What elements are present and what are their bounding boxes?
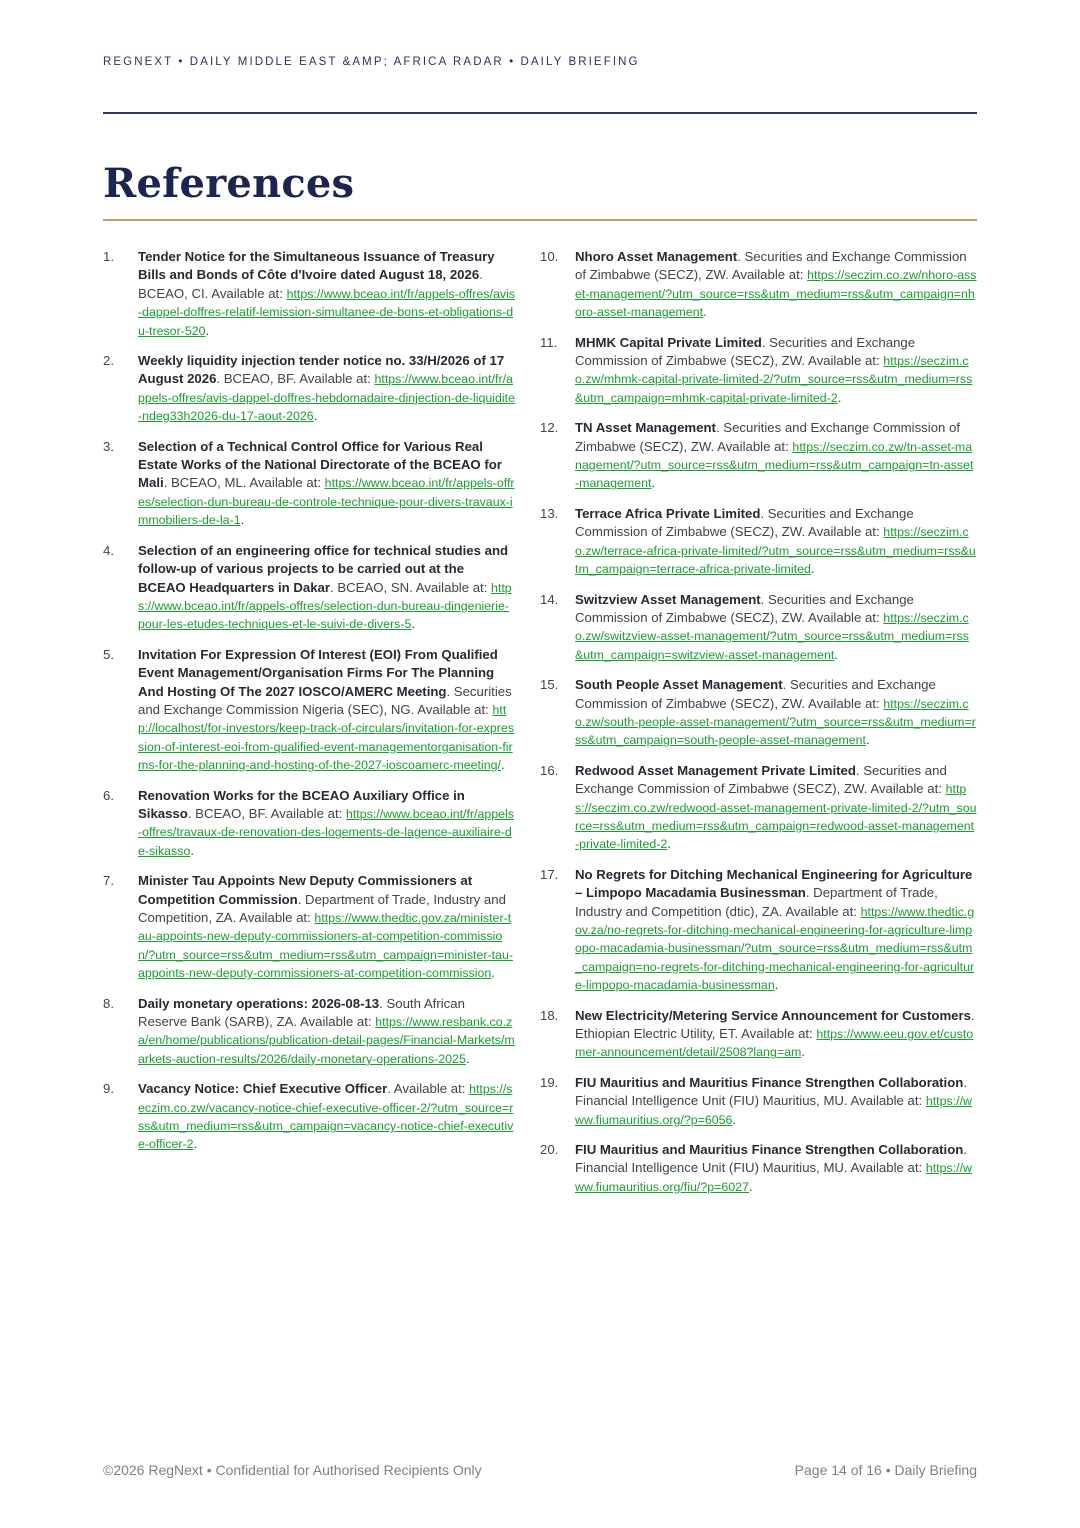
- reference-source: . Ethiopian Electric Utility, ET. Available at:: [575, 1007, 975, 1042]
- reference-number: 11.: [540, 334, 558, 350]
- header-divider: [103, 112, 977, 114]
- footer-page-number: Page 14 of 16 • Daily Briefing: [794, 1462, 977, 1478]
- reference-title: FIU Mauritius and Mauritius Finance Strengthen Collaboration: [575, 1074, 964, 1090]
- reference-title: South People Asset Management: [575, 677, 783, 693]
- reference-number: 2.: [103, 353, 114, 369]
- reference-item: 19. FIU Mauritius and Mauritius Finance Strengthen Collaboration. Financial Intelligence Unit (FIU) Mauritius, MU. Available at: https://www.fiumauritius.org/?p=6056.: [540, 1074, 972, 1127]
- reference-number: 9.: [103, 1081, 114, 1097]
- reference-title: No Regrets for Ditching Mechanical Engineering for Agriculture – Limpopo Macadamia Businessman: [575, 866, 973, 901]
- reference-item: 20. FIU Mauritius and Mauritius Finance Strengthen Collaboration. Financial Intelligence Unit (FIU) Mauritius, MU. Available at: https://www.fiumauritius.org/fiu/?p=6027.: [540, 1142, 972, 1194]
- reference-link[interactable]: https://www.bceao.int/fr/appels-offres/avis-dappel-doffres-hebdomadaire-dinjection-de-liquidite-ndeg33h2026-du-17-aout-2026: [138, 372, 515, 424]
- reference-link[interactable]: https://seczim.co.zw/redwood-asset-management-private-limited-2/?utm_source=rss&utm_medium=rss&utm_campaign=redwood-asset-management-private-limited-2: [575, 782, 977, 852]
- reference-number: 1.: [103, 249, 114, 264]
- reference-source: . Securities and Exchange Commission Nigeria (SEC), NG. Available at:: [138, 683, 512, 717]
- reference-number: 6.: [103, 787, 114, 803]
- reference-item: 10. Nhoro Asset Management. Securities and Exchange Commission of Zimbabwe (SECZ), ZW. Available at: https://seczim.co.zw/nhoro-asset-management/?utm_source=rss&utm_medium=rss&utm_campaign=nhoro-asset-management.: [540, 249, 977, 320]
- reference-item: 4. Selection of an engineering office for technical studies and follow-up of various projects to be carried out at the BCEAO Headquarters in Dakar. BCEAO, SN. Available at: https://www.bceao.int/fr/appels-offres/selection-dun-bureau-dingenierie-pour-les-etudes-techniques-et-le-suivi-de-divers-5.: [103, 542, 512, 632]
- reference-source: . Department of Trade, Industry and Competition, ZA. Available at:: [138, 891, 506, 925]
- reference-number: 4.: [103, 542, 114, 558]
- reference-item: 7. Minister Tau Appoints New Deputy Commissioners at Competition Commission. Department of Trade, Industry and Competition, ZA. Available at: https://www.thedtic.gov.za/minister-tau-appoints-new-deputy-commissioners-at-competition-commission/?utm_source=rss&utm_medium=rss&utm_campaign=minister-tau-appoints-new-deputy-commissioners-at-competition-commission.: [103, 873, 513, 981]
- title-divider: [103, 219, 977, 221]
- reference-title: Weekly liquidity injection tender notice no. 33/H/2026 of 17 August 2026: [138, 353, 505, 387]
- reference-link[interactable]: https://www.bceao.int/fr/appels-offres/selection-dun-bureau-dingenierie-pour-les-etudes-techniques-et-le-suivi-de-divers-5: [138, 580, 512, 632]
- reference-link[interactable]: https://seczim.co.zw/mhmk-capital-private-limited-2/?utm_source=rss&utm_medium=rss&utm_campaign=mhmk-capital-private-limited-2: [575, 354, 973, 405]
- reference-source: . BCEAO, ML. Available at:: [163, 475, 325, 491]
- reference-title: Switzview Asset Management: [575, 591, 761, 607]
- reference-source: . Available at:: [387, 1081, 470, 1097]
- reference-number: 20.: [540, 1142, 559, 1158]
- reference-link[interactable]: https://www.thedtic.gov.za/no-regrets-for-ditching-mechanical-engineering-for-agriculture-limpopo-macadamia-businessman/?utm_source=rss&utm_medium=rss&utm_campaign=no-regrets-for-ditching-mechanical-engineering-for-agriculture-limpopo-macadamia-businessman: [575, 904, 975, 993]
- reference-link[interactable]: https://www.bceao.int/fr/appels-offres/avis-dappel-doffres-relatif-lemission-simultanee-de-bons-et-obligations-du-tresor-520: [138, 286, 515, 338]
- reference-link[interactable]: https://www.bceao.int/fr/appels-offres/travaux-de-renovation-des-logements-de-lagence-auxiliaire-de-sikasso: [138, 806, 515, 858]
- reference-item: 17. No Regrets for Ditching Mechanical Engineering for Agriculture – Limpopo Macadamia Businessman. Department of Trade, Industry and Competition (dtic), ZA. Available at: https://www.thedtic.gov.za/no-regrets-for-ditching-mechanical-engineering-for-agriculture-limpopo-macadamia-businessman/?utm_source=rss&utm_medium=rss&utm_campaign=no-regrets-for-ditching-mechanical-engineering-for-agriculture-limpopo-macadamia-businessman.: [540, 866, 975, 993]
- reference-title: FIU Mauritius and Mauritius Finance Strengthen Collaboration: [575, 1142, 964, 1158]
- reference-link[interactable]: https://seczim.co.zw/tn-asset-management/?utm_source=rss&utm_medium=rss&utm_campaign=tn-asset-management: [575, 439, 974, 491]
- reference-title: Nhoro Asset Management: [575, 249, 738, 264]
- reference-item: 3. Selection of a Technical Control Office for Various Real Estate Works of the National Directorate of the BCEAO for Mali. BCEAO, ML. Available at: https://www.bceao.int/fr/appels-offres/selection-dun-bureau-de-controle-technique-pour-divers-travaux-immobiliers-de-la-1.: [103, 438, 515, 528]
- reference-source: . Securities and Exchange Commission of Zimbabwe (SECZ), ZW. Available at:: [575, 334, 916, 369]
- reference-title: TN Asset Management: [575, 420, 716, 436]
- reference-link[interactable]: https://seczim.co.zw/nhoro-asset-management/?utm_source=rss&utm_medium=rss&utm_campaign=nhoro-asset-management: [575, 268, 977, 320]
- reference-title: Redwood Asset Management Private Limited: [575, 762, 856, 778]
- reference-item: 2. Weekly liquidity injection tender notice no. 33/H/2026 of 17 August 2026. BCEAO, BF. Available at: https://www.bceao.int/fr/appels-offres/avis-dappel-doffres-hebdomadaire-dinjection-de-liquidite-ndeg33h2026-du-17-aout-2026.: [103, 353, 515, 424]
- reference-link[interactable]: http://localhost/for-investors/keep-track-of-circulars/invitation-for-expression-of-interest-eoi-from-qualified-event-managementorganisation-firms-for-the-planning-and-hosting-of-the-2027-ioscoamerc-meeting/: [138, 702, 514, 773]
- references-column-right: [540, 248, 977, 1208]
- reference-title: Tender Notice for the Simultaneous Issuance of Treasury Bills and Bonds of Côte d'Ivoire dated August 18, 2026: [138, 249, 495, 283]
- reference-link[interactable]: https://www.resbank.co.za/en/home/publications/publication-detail-pages/Financial-Markets/markets-auction-results/2026/daily-monetary-operations-2025: [138, 1015, 515, 1066]
- reference-link[interactable]: https://seczim.co.zw/south-people-asset-management/?utm_source=rss&utm_medium=rss&utm_campaign=south-people-asset-management: [575, 696, 976, 748]
- reference-title: New Electricity/Metering Service Announcement for Customers: [575, 1007, 971, 1023]
- reference-title: Renovation Works for the BCEAO Auxiliary Office in Sikasso: [138, 787, 465, 821]
- reference-link[interactable]: https://seczim.co.zw/switzview-asset-management/?utm_source=rss&utm_medium=rss&utm_campaign=switzview-asset-management: [575, 610, 969, 662]
- reference-number: 17.: [540, 866, 559, 882]
- reference-link[interactable]: https://seczim.co.zw/terrace-africa-private-limited/?utm_source=rss&utm_medium=rss&utm_campaign=terrace-africa-private-limited: [575, 525, 976, 577]
- reference-number: 5.: [103, 646, 114, 662]
- reference-link[interactable]: https://seczim.co.zw/vacancy-notice-chief-executive-officer-2/?utm_source=rss&utm_medium=rss&utm_campaign=vacancy-notice-chief-executive-officer-2: [138, 1082, 514, 1152]
- reference-source: . Financial Intelligence Unit (FIU) Mauritius, MU. Available at:: [575, 1142, 967, 1176]
- reference-number: 3.: [103, 438, 114, 454]
- reference-source: . BCEAO, SN. Available at:: [330, 579, 492, 595]
- reference-number: 19.: [540, 1074, 559, 1090]
- reference-item: 5. Invitation For Expression Of Interest (EOI) From Qualified Event Management/Organisation Firms For The Planning And Hosting Of The 2027 IOSCO/AMERC Meeting. Securities and Exchange Commission Nigeria (SEC), NG. Available at: http://localhost/for-investors/keep-track-of-circulars/invitation-for-expression-of-interest-eoi-from-qualified-event-managementorganisation-firms-for-the-planning-and-hosting-of-the-2027-ioscoamerc-meeting/.: [103, 646, 514, 773]
- reference-item: 6. Renovation Works for the BCEAO Auxiliary Office in Sikasso. BCEAO, BF. Available at: https://www.bceao.int/fr/appels-offres/travaux-de-renovation-des-logements-de-lagence-auxiliaire-de-sikasso.: [103, 787, 515, 858]
- reference-source: . Securities and Exchange Commission of Zimbabwe (SECZ), ZW. Available at:: [575, 505, 914, 540]
- reference-title: Invitation For Expression Of Interest (EOI) From Qualified Event Management/Organisation Firms For The Planning And Hosting Of The 2027 IOSCO/AMERC Meeting: [138, 646, 498, 699]
- reference-link[interactable]: https://www.eeu.gov.et/customer-announcement/detail/2508?lang=am: [575, 1027, 974, 1060]
- reference-title: Vacancy Notice: Chief Executive Officer: [138, 1081, 388, 1097]
- reference-item: 8. Daily monetary operations: 2026-08-13. South African Reserve Bank (SARB), ZA. Available at: https://www.resbank.co.za/en/home/publications/publication-detail-pages/Financial-Markets/markets-auction-results/2026/daily-monetary-operations-2025.: [103, 995, 515, 1066]
- reference-title: Terrace Africa Private Limited: [575, 505, 761, 521]
- reference-link[interactable]: https://www.fiumauritius.org/?p=6056: [575, 1094, 972, 1127]
- reference-title: MHMK Capital Private Limited: [575, 334, 762, 350]
- reference-title: Selection of an engineering office for technical studies and follow-up of various projects to be carried out at the BCEAO Headquarters in Dakar: [138, 542, 509, 595]
- reference-source: . BCEAO, BF. Available at:: [216, 371, 375, 387]
- reference-source: . Department of Trade, Industry and Competition (dtic), ZA. Available at:: [575, 885, 938, 919]
- reference-link[interactable]: https://www.thedtic.gov.za/minister-tau-appoints-new-deputy-commissioners-at-competition-commission/?utm_source=rss&utm_medium=rss&utm_campaign=minister-tau-appoints-new-deputy-commissioners-at-competition-commission: [138, 911, 513, 981]
- reference-item: 9. Vacancy Notice: Chief Executive Officer. Available at: https://seczim.co.zw/vacancy-notice-chief-executive-officer-2/?utm_source=rss&utm_medium=rss&utm_campaign=vacancy-notice-chief-executive-officer-2.: [103, 1081, 514, 1152]
- page-title: References: [103, 160, 355, 207]
- reference-item: 16. Redwood Asset Management Private Limited. Securities and Exchange Commission of Zimbabwe (SECZ), ZW. Available at: https://seczim.co.zw/redwood-asset-management-private-limited-2/?utm_source=rss&utm_medium=rss&utm_campaign=redwood-asset-management-private-limited-2.: [540, 762, 977, 852]
- reference-source: . Securities and Exchange Commission of Zimbabwe (SECZ), ZW. Available at:: [575, 762, 947, 797]
- reference-number: 15.: [540, 677, 559, 693]
- reference-title: Daily monetary operations: 2026-08-13: [138, 995, 380, 1011]
- reference-source: . Financial Intelligence Unit (FIU) Mauritius, MU. Available at:: [575, 1074, 967, 1109]
- reference-source: . South African Reserve Bank (SARB), ZA. Available at:: [138, 995, 465, 1030]
- reference-number: 16.: [540, 762, 559, 778]
- running-header: REGNEXT • DAILY MIDDLE EAST &AMP; AFRICA RADAR • DAILY BRIEFING: [103, 56, 640, 68]
- reference-source: . Securities and Exchange Commission of Zimbabwe (SECZ), ZW. Available at:: [575, 591, 914, 625]
- reference-number: 10.: [540, 249, 559, 264]
- reference-link[interactable]: https://www.bceao.int/fr/appels-offres/selection-dun-bureau-de-controle-technique-pour-divers-travaux-immobiliers-de-la-1: [138, 476, 515, 528]
- reference-number: 12.: [540, 420, 559, 436]
- references-column-left: [103, 248, 515, 1166]
- reference-title: Selection of a Technical Control Office for Various Real Estate Works of the National Directorate of the BCEAO for Mali: [138, 438, 502, 491]
- footer-copyright: ©2026 RegNext • Confidential for Authorised Recipients Only: [103, 1462, 482, 1478]
- reference-link[interactable]: https://www.fiumauritius.org/fiu/?p=6027: [575, 1161, 972, 1194]
- reference-item: 14. Switzview Asset Management. Securities and Exchange Commission of Zimbabwe (SECZ), ZW. Available at: https://seczim.co.zw/switzview-asset-management/?utm_source=rss&utm_medium=rss&utm_campaign=switzview-asset-management.: [540, 591, 969, 662]
- reference-number: 13.: [540, 505, 559, 521]
- reference-item: 1. Tender Notice for the Simultaneous Issuance of Treasury Bills and Bonds of Côte d'Ivoire dated August 18, 2026. BCEAO, CI. Available at: https://www.bceao.int/fr/appels-offres/avis-dappel-doffres-relatif-lemission-simultanee-de-bons-et-obligations-du-tresor-520.: [103, 249, 515, 338]
- reference-source: . BCEAO, CI. Available at:: [138, 267, 483, 301]
- reference-item: 18. New Electricity/Metering Service Announcement for Customers. Ethiopian Electric Utility, ET. Available at: https://www.eeu.gov.et/customer-announcement/detail/2508?lang=am.: [540, 1007, 975, 1060]
- reference-number: 7.: [103, 873, 114, 889]
- reference-number: 14.: [540, 591, 559, 607]
- reference-source: . Securities and Exchange Commission of Zimbabwe (SECZ), ZW. Available at:: [575, 420, 961, 454]
- reference-item: 12. TN Asset Management. Securities and Exchange Commission of Zimbabwe (SECZ), ZW. Available at: https://seczim.co.zw/tn-asset-management/?utm_source=rss&utm_medium=rss&utm_campaign=tn-asset-management.: [540, 420, 974, 491]
- reference-item: 15. South People Asset Management. Securities and Exchange Commission of Zimbabwe (SECZ), ZW. Available at: https://seczim.co.zw/south-people-asset-management/?utm_source=rss&utm_medium=rss&utm_campaign=south-people-asset-management.: [540, 677, 976, 748]
- reference-title: Minister Tau Appoints New Deputy Commissioners at Competition Commission: [138, 873, 473, 907]
- reference-source: . BCEAO, BF. Available at:: [187, 805, 346, 821]
- reference-source: . Securities and Exchange Commission of Zimbabwe (SECZ), ZW. Available at:: [575, 677, 936, 711]
- reference-item: 11. MHMK Capital Private Limited. Securities and Exchange Commission of Zimbabwe (SECZ), ZW. Available at: https://seczim.co.zw/mhmk-capital-private-limited-2/?utm_source=rss&utm_medium=rss&utm_campaign=mhmk-capital-private-limited-2.: [540, 334, 973, 405]
- reference-item: 13. Terrace Africa Private Limited. Securities and Exchange Commission of Zimbabwe (SECZ), ZW. Available at: https://seczim.co.zw/terrace-africa-private-limited/?utm_source=rss&utm_medium=rss&utm_campaign=terrace-africa-private-limited.: [540, 505, 976, 577]
- reference-source: . Securities and Exchange Commission of Zimbabwe (SECZ), ZW. Available at:: [575, 249, 967, 283]
- reference-number: 18.: [540, 1007, 559, 1023]
- reference-number: 8.: [103, 995, 114, 1011]
